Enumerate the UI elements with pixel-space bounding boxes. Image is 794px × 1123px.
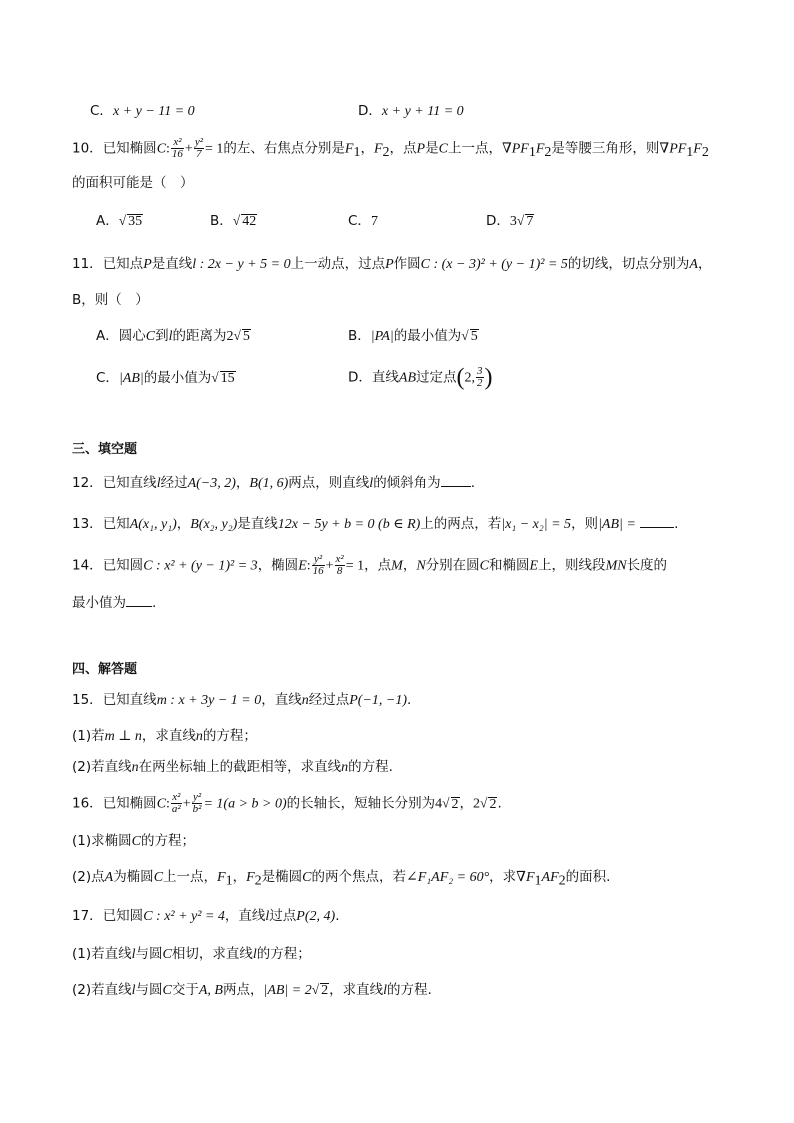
q10-option-c: C．7 [348,213,378,229]
answer-blank[interactable] [441,472,471,487]
section-title-fill-in: 三、填空题 [72,442,138,457]
q10-option-b: B．√ 42 [210,213,257,229]
q17-part2: (2)若直线l与圆C交于A, B两点，|AB| = 2√ 2，求直线l的方程. [72,982,432,998]
q14: 14．已知圆C : x² + (y − 1)² = 3，椭圆E: $\frac{\text{y²}}{16}$ + $\frac{\text{x²}}{8}$ = 1，点M，N分别在圆C和椭圆E上，则线段MN长度的 [72,553,668,577]
q11-stem-line2: B，则（ ） [72,292,149,308]
q16-part1: (1)求椭圆C的方程； [72,833,195,849]
q15-stem: 15．已知直线m : x + 3y − 1 = 0，直线n经过点P(−1, −1). [72,692,412,708]
answer-blank[interactable] [640,513,674,528]
q10-stem-line2: 的面积可能是（ ） [72,175,194,191]
q14-line2: 最小值为 . [72,592,156,613]
q17-part1: (1)若直线l与圆C相切，求直线l的方程； [72,946,311,962]
q17-stem: 17．已知圆C : x² + y² = 4，直线l过点P(2, 4). [72,908,340,924]
q11-stem: 11．已知点P是直线l : 2x − y + 5 = 0上一动点，过点P作圆C : (x − 3)² + (y − 1)² = 5的切线，切点分别为A， [72,256,712,272]
q10-stem: 10．已知椭圆C: $\frac{\text{x²}}{16}$ + $\frac{\text{y²}}{7}$ = 1的左、右焦点分别是$F_1$，$F_2$，点P是C上一点，$\nabla PF_1F_2$是等腰三角形，则$\nabla PF_1F_2$ [72,136,709,161]
q15-part2: (2)若直线n在两坐标轴上的截距相等，求直线n的方程. [72,759,393,775]
q16-stem: 16．已知椭圆C: $\frac{\text{x²}}{\text{a²}}$ + $\frac{\text{y²}}{\text{b²}}$ = 1(a > b > 0)的长轴长，短轴长分别为4√ 2，2√ 2. [72,791,502,815]
q10-option-d: D．3√ 7 [486,213,534,229]
q11-option-d: D．直线AB过定点(2, $\frac{3}{2}$ ) [348,364,493,391]
q9-option-d: D．x + y + 11 = 0 [358,103,464,119]
answer-blank[interactable] [126,592,152,607]
q13: 13．已知A(x₁, y₁)，B(x₂, y₂)是直线12x − 5y + b = 0 (b ∈ R)上的两点，若|x₁ − x₂| = 5，则|AB| = . [72,513,678,535]
q10-option-a: A．√ 35 [96,213,143,229]
q11-option-a: A．圆心C到l的距离为2√ 5 [96,328,250,344]
q9-option-c: C．x + y − 11 = 0 [90,103,195,119]
section-title-answer: 四、解答题 [72,662,138,677]
q12: 12．已知直线l经过A(−3, 2)，B(1, 6)两点，则直线l的倾斜角为 . [72,472,475,494]
q11-option-c: C．|AB|的最小值为√ 15 [96,370,235,386]
q16-part2: (2)点A为椭圆C上一点，$F_1$，$F_2$是椭圆C的两个焦点，若∠F₁AF₂ = 60°，求$\nabla F_1AF_2$的面积. [72,869,611,889]
q15-part1: (1)若m ⊥ n，求直线n的方程； [72,728,257,744]
q11-option-b: B．|PA|的最小值为√ 5 [348,328,478,344]
